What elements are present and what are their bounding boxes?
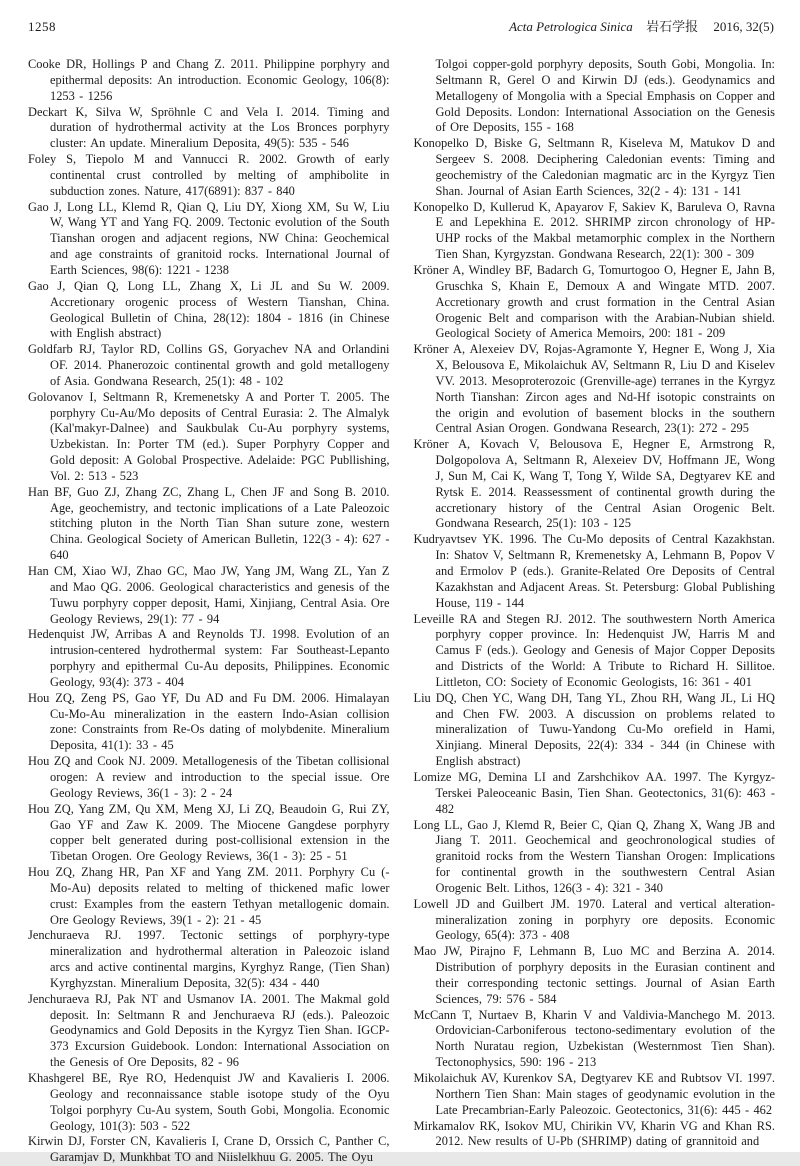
reference-item: Mikolaichuk AV, Kurenkov SA, Degtyarev KE and Rubtsov VI. 1997. Northern Tien Shan: Main stages of geodynamic evolution in the Late Precambrian-Early Paleozoic. Geotectonics, 31(6): 445 - 462 — [413, 1071, 775, 1117]
references-section — [0, 35, 800, 1166]
journal-title-latin: Acta Petrologica Sinica — [509, 19, 633, 34]
reference-item: Hou ZQ, Zhang HR, Pan XF and Yang ZM. 2011. Porphyry Cu (-Mo-Au) deposits related to melting of thickened mafic lower crust: Examples from the eastern Tethyan metallogenic domain. Ore Geology Reviews, 39(1 - 2): 21 - 45 — [28, 865, 390, 927]
reference-item: Goldfarb RJ, Taylor RD, Collins GS, Goryachev NA and Orlandini OF. 2014. Phanerozoic continental growth and gold metallogeny of Asia. Gondwana Research, 25(1): 48 - 102 — [28, 342, 390, 388]
reference-item: Hedenquist JW, Arribas A and Reynolds TJ. 1998. Evolution of an intrusion-centered hydrothermal system: Far Southeast-Lepanto porphyry and epithermal Cu-Au deposits, Philippines. Economic Geology, 93(4): 373 - 404 — [28, 627, 390, 689]
reference-item: Kröner A, Alexeiev DV, Rojas-Agramonte Y, Hegner E, Wong J, Xia X, Belousova E, Mikolaichuk AV, Seltmann R, Liu D and Kiselev VV. 2013. Mesoproterozoic (Grenville-age) terranes in the Kyrgyz North Tianshan: Zircon ages and Nd-Hf isotopic constraints on the origin and evolution of basement blocks in the southern Central Asian Orogen. Gondwana Research, 23(1): 272 - 295 — [413, 342, 775, 436]
page-number: 1258 — [28, 19, 56, 34]
reference-item: Long LL, Gao J, Klemd R, Beier C, Qian Q, Zhang X, Wang JB and Jiang T. 2011. Geochemical and geochronological studies of granitoid rocks from the Western Tianshan Orogen: Implications for continental growth in the southwestern Central Asian Orogenic Belt. Lithos, 126(3 - 4): 321 - 340 — [413, 817, 775, 895]
reference-item: Mao JW, Pirajno F, Lehmann B, Luo MC and Berzina A. 2014. Distribution of porphyry deposits in the Eurasian continent and their corresponding tectonic settings. Journal of Asian Earth Sciences, 79: 576 - 584 — [413, 944, 775, 1006]
reference-item: Han BF, Guo ZJ, Zhang ZC, Zhang L, Chen JF and Song B. 2010. Age, geochemistry, and tectonic implications of a Late Paleozoic stitching pluton in the North Tian Shan suture zone, western China. Geological Society of American Bulletin, 122(3 - 4): 627 - 640 — [28, 484, 390, 563]
reference-item: Mirkamalov RK, Isokov MU, Chirikin VV, Kharin VG and Khan RS. 2012. New results of U-Pb (SHRIMP) dating of grannitoid and — [413, 1118, 775, 1149]
reference-item: Foley S, Tiepolo M and Vannucci R. 2002. Growth of early continental crust controlled by melting of amphibolite in subduction zones. Nature, 417(6891): 837 - 840 — [28, 152, 390, 198]
reference-item: Kudryavtsev YK. 1996. The Cu-Mo deposits of Central Kazakhstan. In: Shatov V, Seltmann R, Kremenetsky A, Lehmann B, Popov V and Ermolov P (eds.). Granite-Related Ore Deposits of Central Kazakhstan and Adjacent Areas. St. Petersburg: Global Publishing House, 119 - 144 — [413, 532, 775, 610]
page-header — [0, 0, 800, 35]
reference-item: Kröner A, Kovach V, Belousova E, Hegner E, Armstrong R, Dolgopolova A, Seltmann R, Alexeiev DV, Hoffmann JE, Wong J, Sun M, Cai K, Wang T, Tong Y, Wilde SA, Degtyarev KE and Rytsk E. 2014. Reassessment of continental growth during the accretionary history of the Central Asian Orogenic Belt. Gondwana Research, 25(1): 103 - 125 — [413, 437, 775, 531]
reference-item: Golovanov I, Seltmann R, Kremenetsky A and Porter T. 2005. The porphyry Cu-Au/Mo deposits of Central Eurasia: 2. The Almalyk (Kal'makyr-Dalnee) and Saukbulak Cu-Au porphyry systems, Uzbekistan. In: Porter TM (ed.). Super Porphyry Copper and Gold deposit: A Golobal Prospective. Adelaide: PGC Publlishing, Vol. 2: 513 - 523 — [28, 389, 390, 483]
reference-item: Gao J, Long LL, Klemd R, Qian Q, Liu DY, Xiong XM, Su W, Liu W, Wang YT and Yang FQ. 2009. Tectonic evolution of the South Tianshan orogen and adjacent regions, NW China: Geochemical and age constraints of granitoid rocks. International Journal of Earth Sciences, 98(6): 1221 - 1238 — [28, 199, 390, 277]
reference-item: Leveille RA and Stegen RJ. 2012. The southwestern North America porphyry copper province. In: Hedenquist JW, Harris M and Camus F (eds.). Geology and Genesis of Major Copper Deposits and Districts of the World: A Tribute to Richard H. Sillitoe. Littleton, CO: Society of Economic Geologists, 16: 361 - 401 — [413, 611, 775, 689]
references-right-column — [414, 57, 776, 1166]
reference-item: Deckart K, Silva W, Spröhnle C and Vela I. 2014. Timing and duration of hydrothermal activity at the Los Bronces porphyry cluster: An update. Mineralium Deposita, 49(5): 535 - 546 — [28, 104, 390, 151]
reference-item: Cooke DR, Hollings P and Chang Z. 2011. Philippine porphyry and epithermal deposits: An introduction. Economic Geology, 106(8): 1253 - 1256 — [28, 57, 390, 103]
reference-item: Kirwin DJ, Forster CN, Kavalieris I, Crane D, Orssich C, Panther C, Garamjav D, Munkhbat TO and Niislelkhuu G. 2005. The Oyu — [28, 1134, 390, 1165]
reference-item: Liu DQ, Chen YC, Wang DH, Tang YL, Zhou RH, Wang JL, Li HQ and Chen FW. 2003. A discussion on problems related to mineralization of Tuwu-Yandong Cu-Mo orefield in Hami, Xinjiang. Mineral Deposits, 22(4): 334 - 344 (in Chinese with English abstract) — [413, 690, 775, 769]
journal-issue: 2016, 32(5) — [713, 19, 774, 34]
reference-item: Han CM, Xiao WJ, Zhao GC, Mao JW, Yang JM, Wang ZL, Yan Z and Mao QG. 2006. Geological characteristics and genesis of the Tuwu porphyry copper deposit, Hami, Xinjiang, Central Asia. Ore Geology Reviews, 29(1): 77 - 94 — [28, 564, 390, 626]
reference-item: Konopelko D, Kullerud K, Apayarov F, Sakiev K, Baruleva O, Ravna E and Lepekhina E. 2012. SHRIMP zircon chronology of HP-UHP rocks of the Makbal metamorphic complex in the Northern Tien Shan, Kyrgyzstan. Gondwana Research, 22(1): 300 - 309 — [413, 199, 775, 262]
reference-item: Gao J, Qian Q, Long LL, Zhang X, Li JL and Su W. 2009. Accretionary orogenic process of Western Tianshan, China. Geological Bulletin of China, 28(12): 1804 - 1816 (in Chinese with English abstract) — [28, 278, 390, 341]
reference-item: Kröner A, Windley BF, Badarch G, Tomurtogoo O, Hegner E, Jahn B, Gruschka S, Khain E, Demoux A and Wingate MTD. 2007. Accretionary growth and crust formation in the Central Asian Orogenic Belt and comparison with the Arabian-Nubian shield. Geological Society of America Memoirs, 200: 181 - 209 — [413, 262, 775, 341]
reference-item: McCann T, Nurtaev B, Kharin V and Valdivia-Manchego M. 2013. Ordovician-Carboniferous tectono-sedimentary evolution of the North Nuratau region, Uzbekistan (Westernmost Tien Shan). Tectonophysics, 590: 196 - 213 — [413, 1007, 775, 1070]
reference-item: Lomize MG, Demina LI and Zarshchikov AA. 1997. The Kyrgyz-Terskei Paleoceanic Basin, Tien Shan. Geotectonics, 31(6): 463 - 482 — [413, 769, 775, 816]
journal-title-chinese: 岩石学报 — [646, 19, 699, 34]
reference-item-continuation: Tolgoi copper-gold porphyry deposits, South Gobi, Mongolia. In: Seltmann R, Gerel O and Kirwin DJ (eds.). Geodynamics and Metallogeny of Mongolia with a Special Emphasis on Copper and Gold Deposits. London: International Association on the Genesis of Ore Deposits, 155 - 168 — [435, 57, 775, 135]
reference-item: Konopelko D, Biske G, Seltmann R, Kiseleva M, Matukov D and Sergeev S. 2008. Deciphering Caledonian events: Timing and geochemistry of the Caledonian magmatic arc in the Kyrgyz Tien Shan. Journal of Asian Earth Sciences, 32(2 - 4): 131 - 141 — [413, 136, 775, 198]
reference-item: Hou ZQ, Yang ZM, Qu XM, Meng XJ, Li ZQ, Beaudoin G, Rui ZY, Gao YF and Zaw K. 2009. The Miocene Gangdese porphyry copper belt generated during post-collisional extension in the Tibetan Orogen. Ore Geology Reviews, 36(1 - 3): 25 - 51 — [28, 801, 390, 864]
reference-item: Jenchuraeva RJ. 1997. Tectonic settings of porphyry-type mineralization and hydrothermal alteration in Paleozoic island arcs and active continental margins, Kyrghyz Range, (Tien Shan) Kyrghyzstan. Mineralium Deposita, 32(5): 434 - 440 — [28, 928, 390, 990]
reference-item: Hou ZQ, Zeng PS, Gao YF, Du AD and Fu DM. 2006. Himalayan Cu-Mo-Au mineralization in the eastern Indo-Asian collision zone: Constraints from Re-Os dating of molybdenite. Mineralium Deposita, 41(1): 33 - 45 — [28, 690, 390, 753]
reference-item: Khashgerel BE, Rye RO, Hedenquist JW and Kavalieris I. 2006. Geology and reconnaissance stable isotope study of the Oyu Tolgoi porphyry Cu-Au system, South Gobi, Mongolia. Economic Geology, 101(3): 503 - 522 — [28, 1071, 390, 1133]
references-left-column — [28, 57, 390, 1166]
reference-item: Lowell JD and Guilbert JM. 1970. Lateral and vertical alteration-mineralization zoning in porphyry ore deposits. Economic Geology, 65(4): 373 - 408 — [413, 896, 775, 943]
reference-item: Hou ZQ and Cook NJ. 2009. Metallogenesis of the Tibetan collisional orogen: A review and introduction to the special issue. Ore Geology Reviews, 36(1 - 3): 2 - 24 — [28, 754, 390, 800]
reference-item: Jenchuraeva RJ, Pak NT and Usmanov IA. 2001. The Makmal gold deposit. In: Seltmann R and Jenchuraeva RJ (eds.). Paleozoic Geodynamics and Gold Deposits in the Kyrgyz Tien Shan. IGCP-373 Excursion Guidebook. London: International Association on the Genesis of Ore Deposits, 82 - 96 — [28, 991, 390, 1070]
journal-header-line — [509, 16, 774, 35]
